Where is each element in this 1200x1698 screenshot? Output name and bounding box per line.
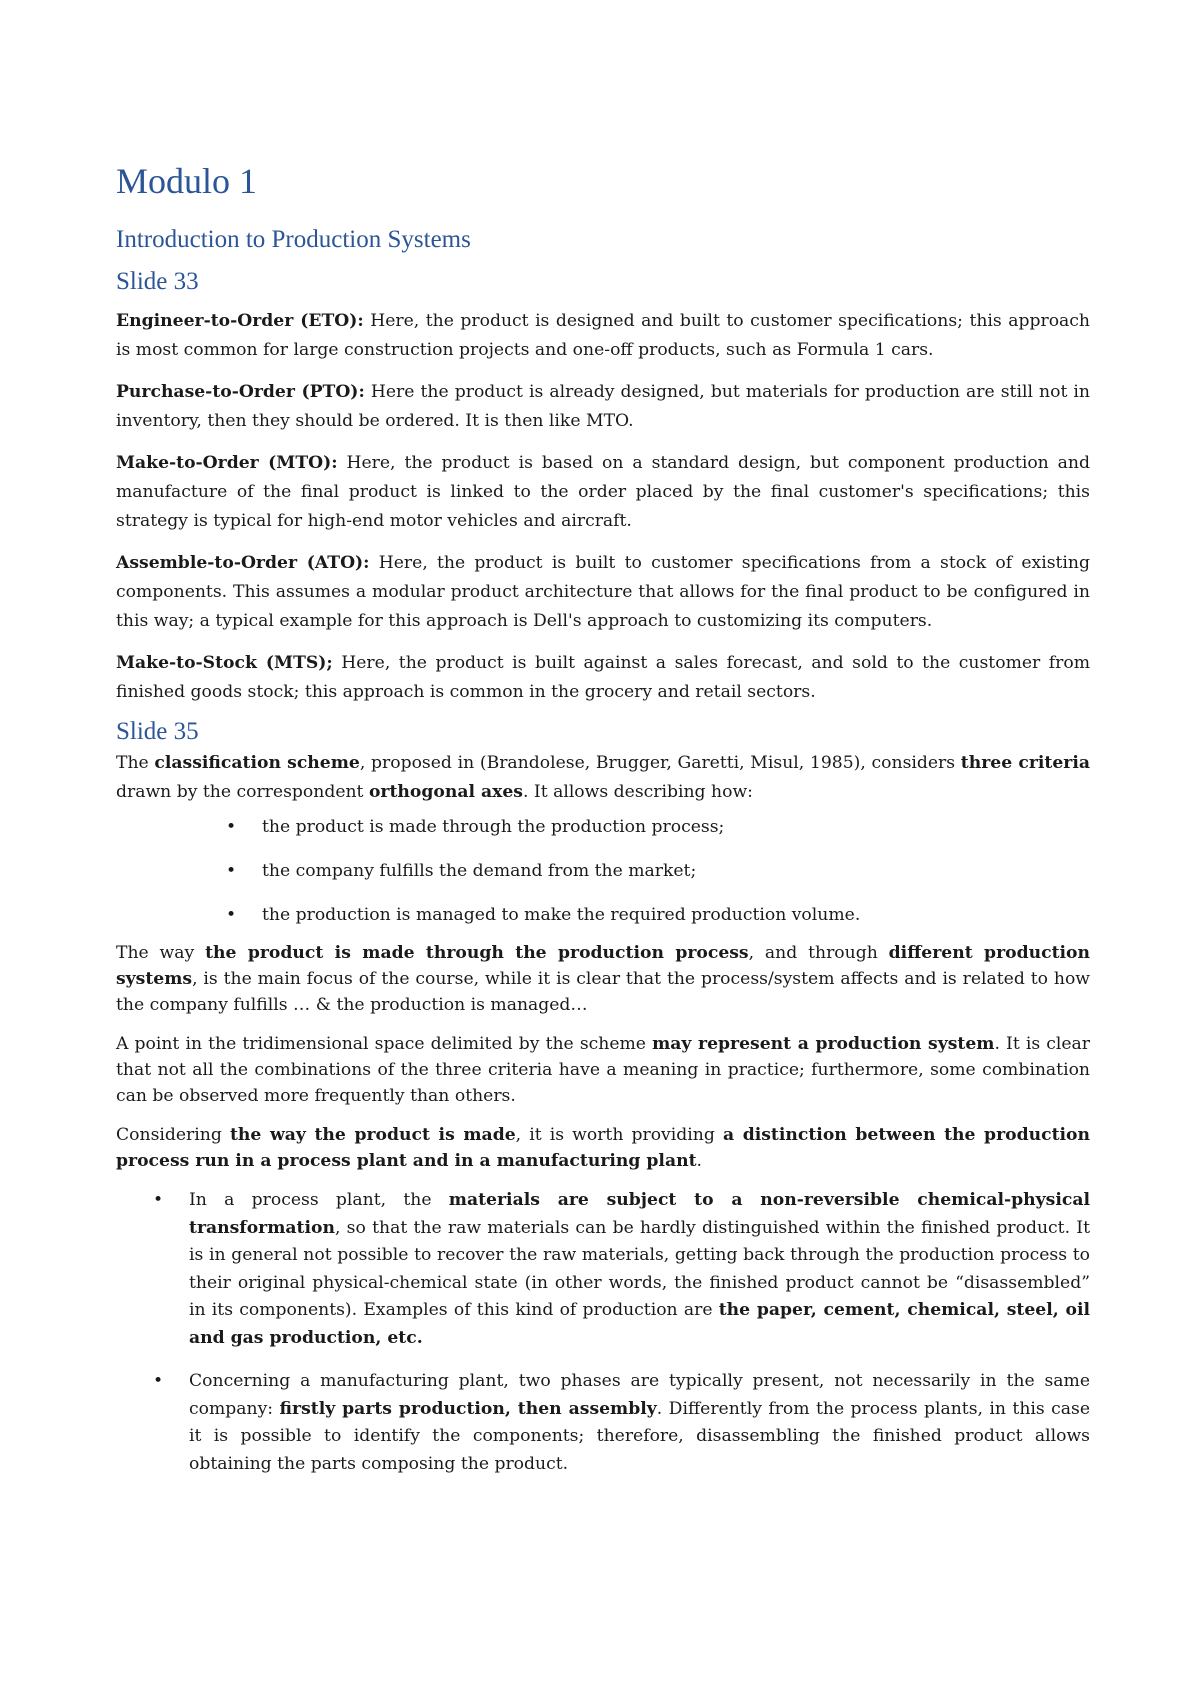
list-item: • the production is managed to make the required production volume.: [116, 901, 1090, 930]
definition-mts: Make-to-Stock (MTS); Here, the product is built against a sales forecast, and sold to the customer from finished goods stock; this approach is common in the grocery and retail sectors.: [116, 653, 1090, 703]
document-subtitle: Introduction to Production Systems: [116, 226, 471, 254]
bullet-icon: •: [153, 1190, 164, 1211]
definition-pto: Purchase-to-Order (PTO): Here the product is already designed, but materials for production are still not in inventory, then they should be ordered. It is then like MTO.: [116, 382, 1090, 432]
bullet-icon: •: [226, 861, 237, 882]
term-mts: Make-to-Stock (MTS);: [116, 653, 333, 674]
definition-mto: Make-to-Order (MTO): Here, the product is based on a standard design, but component production and manufacture of the final product is linked to the order placed by the final customer's specifications; this strategy is typical for high-end motor vehicles and aircraft.: [116, 453, 1090, 532]
list-item: • the company fulfills the demand from the market;: [116, 857, 1090, 886]
criteria-list: [116, 813, 1090, 930]
section-heading-slide-35: Slide 35: [116, 718, 199, 746]
bullet-icon: •: [226, 905, 237, 926]
section-heading-slide-33: Slide 33: [116, 268, 199, 296]
paragraph-tridimensional-space: A point in the tridimensional space delimited by the scheme may represent a production system. It is clear that not all the combinations of the three criteria have a meaning in practice; furthermore, some combination can be observed more frequently than others.: [116, 1034, 1091, 1107]
paragraph-product-made: The way the product is made through the production process, and through different production systems, is the main focus of the course, while it is clear that the process/system affects and is related to how the company fulfills … & the production is managed…: [116, 943, 1090, 1016]
document-title: Modulo 1: [116, 161, 258, 201]
bullet-icon: •: [153, 1371, 164, 1392]
bullet-icon: •: [226, 817, 237, 838]
document-page: [116, 160, 1090, 1494]
paragraph-considering: Considering the way the product is made, it is worth providing a distinction between the production process run in a process plant and in a manufacturing plant.: [116, 1125, 1090, 1172]
term-eto: Engineer-to-Order (ETO):: [116, 311, 364, 332]
definition-ato: Assemble-to-Order (ATO): Here, the product is built to customer specifications from a stock of existing components. This assumes a modular product architecture that allows for the final product to be configured in this way; a typical example for this approach is Dell's approach to customizing its computers.: [116, 553, 1091, 632]
definition-eto: Engineer-to-Order (ETO): Here, the product is designed and built to customer specifications; this approach is most common for large construction projects and one-off products, such as Formula 1 cars.: [116, 311, 1090, 361]
term-pto: Purchase-to-Order (PTO):: [116, 382, 365, 403]
plant-types-list: [116, 1187, 1090, 1478]
classification-intro: The classification scheme, proposed in (Brandolese, Brugger, Garetti, Misul, 1985), considers three criteria drawn by the correspondent orthogonal axes. It allows describing how:: [116, 753, 1091, 803]
term-ato: Assemble-to-Order (ATO):: [116, 553, 370, 574]
list-item-manufacturing-plant: • Concerning a manufacturing plant, two phases are typically present, not necessarily in the same company: firstly parts production, then assembly. Differently from the process plants, in this case it is possible to identify the components; therefore, disassembling the finished product allows obtaining the parts composing the product.: [116, 1368, 1090, 1478]
list-item: • the product is made through the production process;: [116, 813, 1090, 842]
term-mto: Make-to-Order (MTO):: [116, 453, 338, 474]
list-item-process-plant: • In a process plant, the materials are subject to a non-reversible chemical-physical transformation, so that the raw materials can be hardly distinguished within the finished product. It is in general not possible to recover the raw materials, getting back through the production process to their original physical-chemical state (in other words, the finished product cannot be “disassembled” in its components). Examples of this kind of production are the paper, cement, chemical, steel, oil and gas production, etc.: [116, 1187, 1090, 1352]
